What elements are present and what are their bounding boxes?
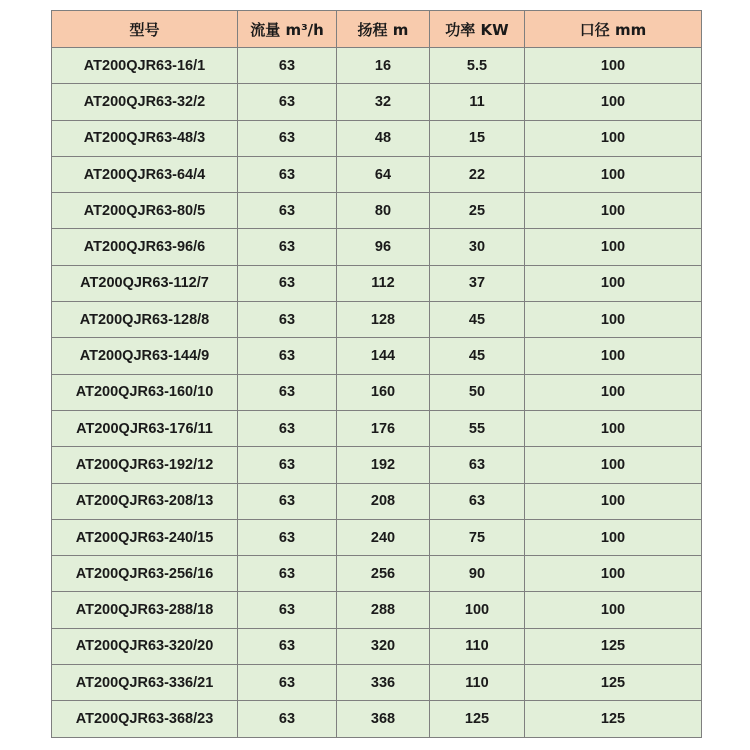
diameter-cell: 100 [525, 592, 702, 628]
head-cell: 160 [337, 374, 430, 410]
header-flow-label: 流量 [250, 20, 281, 39]
head-cell: 16 [337, 48, 430, 84]
model-cell: AT200QJR63-112/7 [52, 265, 238, 301]
table-body [52, 48, 702, 738]
model-cell: AT200QJR63-16/1 [52, 48, 238, 84]
header-head-label: 扬程 [357, 20, 388, 39]
table-row [52, 410, 702, 446]
flow-cell: 63 [238, 374, 337, 410]
header-diameter-unit: mm [614, 20, 647, 39]
power-cell: 55 [430, 410, 525, 446]
model-cell: AT200QJR63-368/23 [52, 701, 238, 737]
head-cell: 320 [337, 628, 430, 664]
diameter-cell: 100 [525, 410, 702, 446]
power-cell: 11 [430, 84, 525, 120]
flow-cell: 63 [238, 628, 337, 664]
head-cell: 144 [337, 338, 430, 374]
model-cell: AT200QJR63-96/6 [52, 229, 238, 265]
head-cell: 240 [337, 519, 430, 555]
pump-spec-table [51, 10, 702, 738]
table-row [52, 229, 702, 265]
head-cell: 128 [337, 302, 430, 338]
flow-cell: 63 [238, 265, 337, 301]
flow-cell: 63 [238, 592, 337, 628]
head-cell: 176 [337, 410, 430, 446]
diameter-cell: 100 [525, 338, 702, 374]
head-cell: 368 [337, 701, 430, 737]
flow-cell: 63 [238, 410, 337, 446]
diameter-cell: 100 [525, 302, 702, 338]
table-row [52, 265, 702, 301]
diameter-cell: 100 [525, 447, 702, 483]
power-cell: 110 [430, 628, 525, 664]
model-cell: AT200QJR63-336/21 [52, 665, 238, 701]
power-cell: 45 [430, 302, 525, 338]
model-cell: AT200QJR63-208/13 [52, 483, 238, 519]
flow-cell: 63 [238, 48, 337, 84]
table-row [52, 447, 702, 483]
head-cell: 32 [337, 84, 430, 120]
head-cell: 208 [337, 483, 430, 519]
table-row [52, 701, 702, 737]
flow-cell: 63 [238, 120, 337, 156]
power-cell: 90 [430, 556, 525, 592]
head-cell: 48 [337, 120, 430, 156]
power-cell: 25 [430, 193, 525, 229]
power-cell: 100 [430, 592, 525, 628]
table-row [52, 48, 702, 84]
model-cell: AT200QJR63-256/16 [52, 556, 238, 592]
head-cell: 256 [337, 556, 430, 592]
head-cell: 96 [337, 229, 430, 265]
table-row [52, 483, 702, 519]
flow-cell: 63 [238, 556, 337, 592]
header-power-label: 功率 [445, 20, 476, 39]
table-row [52, 374, 702, 410]
head-cell: 288 [337, 592, 430, 628]
model-cell: AT200QJR63-192/12 [52, 447, 238, 483]
power-cell: 63 [430, 483, 525, 519]
table-header [52, 11, 702, 48]
table-row [52, 665, 702, 701]
flow-cell: 63 [238, 701, 337, 737]
diameter-cell: 100 [525, 374, 702, 410]
diameter-cell: 100 [525, 48, 702, 84]
header-model [52, 11, 238, 48]
power-cell: 30 [430, 229, 525, 265]
model-cell: AT200QJR63-64/4 [52, 156, 238, 192]
diameter-cell: 100 [525, 265, 702, 301]
head-cell: 80 [337, 193, 430, 229]
header-flow-unit: m³/h [285, 20, 324, 39]
diameter-cell: 100 [525, 229, 702, 265]
power-cell: 22 [430, 156, 525, 192]
diameter-cell: 100 [525, 519, 702, 555]
model-cell: AT200QJR63-320/20 [52, 628, 238, 664]
head-cell: 112 [337, 265, 430, 301]
model-cell: AT200QJR63-160/10 [52, 374, 238, 410]
table-row [52, 556, 702, 592]
diameter-cell: 125 [525, 628, 702, 664]
model-cell: AT200QJR63-288/18 [52, 592, 238, 628]
header-head-unit: m [392, 20, 409, 39]
head-cell: 192 [337, 447, 430, 483]
flow-cell: 63 [238, 483, 337, 519]
flow-cell: 63 [238, 302, 337, 338]
model-cell: AT200QJR63-48/3 [52, 120, 238, 156]
head-cell: 336 [337, 665, 430, 701]
table-row [52, 156, 702, 192]
model-cell: AT200QJR63-128/8 [52, 302, 238, 338]
diameter-cell: 125 [525, 665, 702, 701]
power-cell: 75 [430, 519, 525, 555]
header-head [337, 11, 430, 48]
diameter-cell: 100 [525, 556, 702, 592]
diameter-cell: 100 [525, 193, 702, 229]
model-cell: AT200QJR63-240/15 [52, 519, 238, 555]
header-diameter-label: 口径 [579, 20, 610, 39]
header-row [52, 11, 702, 48]
diameter-cell: 100 [525, 156, 702, 192]
flow-cell: 63 [238, 338, 337, 374]
flow-cell: 63 [238, 84, 337, 120]
flow-cell: 63 [238, 229, 337, 265]
header-flow [238, 11, 337, 48]
power-cell: 5.5 [430, 48, 525, 84]
head-cell: 64 [337, 156, 430, 192]
table-row [52, 338, 702, 374]
model-cell: AT200QJR63-80/5 [52, 193, 238, 229]
table-row [52, 519, 702, 555]
flow-cell: 63 [238, 519, 337, 555]
model-cell: AT200QJR63-144/9 [52, 338, 238, 374]
diameter-cell: 100 [525, 120, 702, 156]
power-cell: 15 [430, 120, 525, 156]
flow-cell: 63 [238, 665, 337, 701]
power-cell: 37 [430, 265, 525, 301]
table-row [52, 302, 702, 338]
power-cell: 125 [430, 701, 525, 737]
flow-cell: 63 [238, 447, 337, 483]
table-row [52, 628, 702, 664]
diameter-cell: 100 [525, 84, 702, 120]
diameter-cell: 100 [525, 483, 702, 519]
flow-cell: 63 [238, 193, 337, 229]
power-cell: 110 [430, 665, 525, 701]
model-cell: AT200QJR63-32/2 [52, 84, 238, 120]
header-power [430, 11, 525, 48]
table-row [52, 592, 702, 628]
table-row [52, 120, 702, 156]
diameter-cell: 125 [525, 701, 702, 737]
table-row [52, 84, 702, 120]
flow-cell: 63 [238, 156, 337, 192]
header-diameter [525, 11, 702, 48]
power-cell: 45 [430, 338, 525, 374]
header-power-unit: KW [480, 20, 509, 39]
power-cell: 63 [430, 447, 525, 483]
table-row [52, 193, 702, 229]
header-model-label: 型号 [129, 20, 160, 39]
model-cell: AT200QJR63-176/11 [52, 410, 238, 446]
power-cell: 50 [430, 374, 525, 410]
